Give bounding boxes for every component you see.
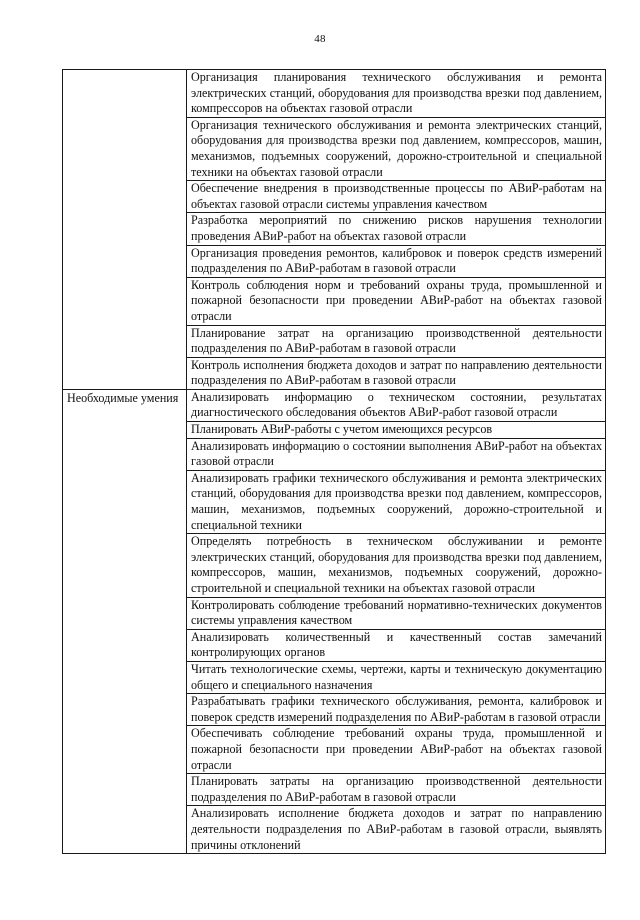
table-cell: Организация проведения ремонтов, калибровок и поверок средств измерений подразделения по АВиР-работам в газовой отрасли	[187, 245, 606, 277]
table-cell: Читать технологические схемы, чертежи, карты и техническую документацию общего и специального назначения	[187, 661, 606, 693]
page-number: 48	[314, 33, 326, 45]
table-cell: Разрабатывать графики технического обслуживания, ремонта, калибровок и поверок средств измерений подразделения по АВиР-работам в газовой отрасли	[187, 694, 606, 726]
table-cell: Контроль соблюдения норм и требований охраны труда, промышленной и пожарной безопасности при проведении АВиР-работ на объектах газовой отрасли	[187, 277, 606, 325]
table-cell: Анализировать информацию о состоянии выполнения АВиР-работ на объектах газовой отрасли	[187, 438, 606, 470]
table-cell: Определять потребность в техническом обслуживании и ремонте электрических станций, оборудования для производства врезки под давлением, компрессоров, машин, механизмов, подъемных сооружений, дорожно-строительной и специальной техники на объектах газовой отрасли	[187, 534, 606, 597]
table-row	[63, 70, 606, 118]
table-cell: Контроль исполнения бюджета доходов и затрат по направлению деятельности подразделения по АВиР-работам в газовой отрасли	[187, 357, 606, 389]
section-label: Необходимые умения	[63, 389, 187, 853]
requirements-table	[62, 69, 606, 854]
table-cell: Обеспечивать соблюдение требований охраны труда, промышленной и пожарной безопасности при проведении АВиР-работ на объектах газовой отрасли	[187, 726, 606, 774]
table-cell: Организация планирования технического обслуживания и ремонта электрических станций, оборудования для производства врезки под давлением, компрессоров на объектах газовой отрасли	[187, 70, 606, 118]
table-cell: Разработка мероприятий по снижению рисков нарушения технологии проведения АВиР-работ на объектах газовой отрасли	[187, 213, 606, 245]
table-row	[63, 389, 606, 421]
table-cell: Обеспечение внедрения в производственные процессы по АВиР-работам на объектах газовой отрасли системы управления качеством	[187, 181, 606, 213]
table-cell: Организация технического обслуживания и ремонта электрических станций, оборудования для производства врезки под давлением, компрессоров, машин, механизмов, подъемных сооружений, дорожно-строительной и специальной техники на объектах газовой отрасли	[187, 117, 606, 180]
table-cell: Анализировать графики технического обслуживания и ремонта электрических станций, оборудования для производства врезки под давлением, компрессоров, машин, механизмов, подъемных сооружений, дорожно-строительной и специальной техники	[187, 470, 606, 533]
table-cell: Планировать затраты на организацию производственной деятельности подразделения по АВиР-работам в газовой отрасли	[187, 774, 606, 806]
table-cell: Анализировать исполнение бюджета доходов и затрат по направлению деятельности подразделения по АВиР-работам в газовой отрасли, выявлять причины отклонений	[187, 806, 606, 854]
table-cell: Контролировать соблюдение требований нормативно-технических документов системы управления качеством	[187, 597, 606, 629]
table-cell: Анализировать информацию о техническом состоянии, результатах диагностического обследования объектов АВиР-работ газовой отрасли	[187, 389, 606, 421]
section-label	[63, 70, 187, 390]
table-cell: Анализировать количественный и качественный состав замечаний контролирующих органов	[187, 629, 606, 661]
table-cell: Планирование затрат на организацию производственной деятельности подразделения по АВиР-работам в газовой отрасли	[187, 325, 606, 357]
table-cell: Планировать АВиР-работы с учетом имеющихся ресурсов	[187, 422, 606, 439]
